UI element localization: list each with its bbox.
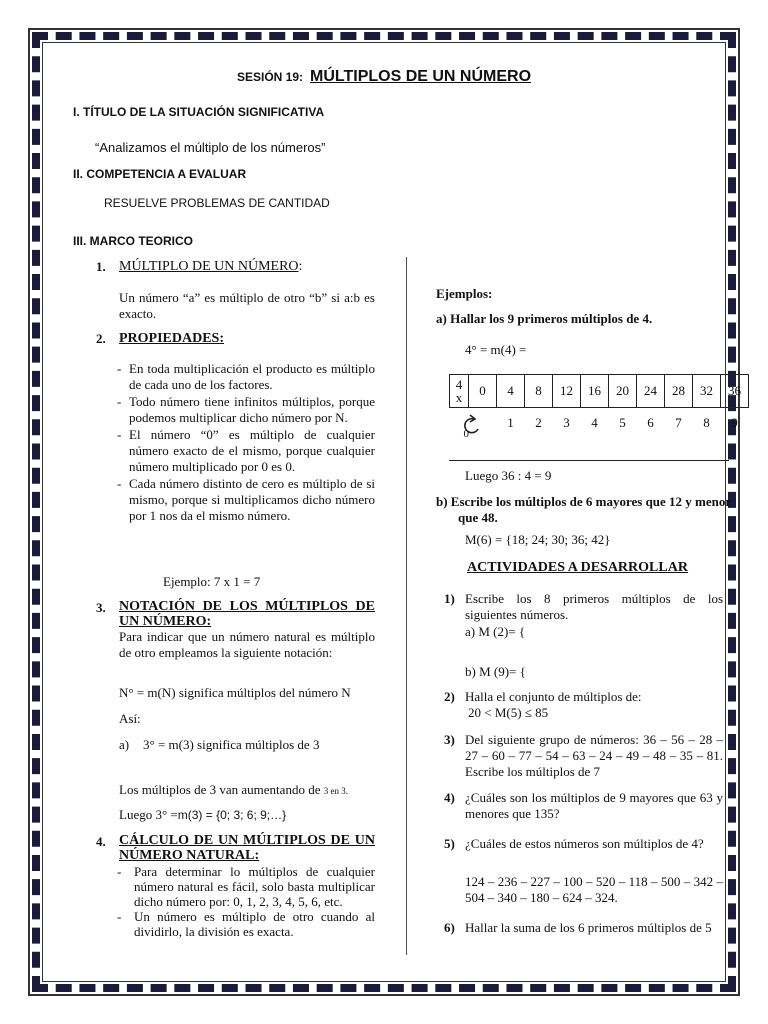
table-bottom-rule xyxy=(449,460,729,461)
activity-number: 5) xyxy=(444,836,455,851)
factor-cell: 8 xyxy=(703,415,710,430)
increase-line xyxy=(119,782,348,799)
arrow-zero: 0 xyxy=(463,428,469,440)
activity-text: Halla el conjunto de múltiplos de: xyxy=(465,689,642,704)
activity-text: Escribe los 8 primeros múltiplos de los siguientes números. xyxy=(465,591,723,622)
property-example: Ejemplo: 7 x 1 = 7 xyxy=(163,574,261,589)
session-title: MÚLTIPLOS DE UN NÚMERO xyxy=(310,68,532,85)
item-4-number: 4. xyxy=(96,834,106,849)
activity-sub: 124 – 236 – 227 – 100 – 520 – 118 – 500 – 342 – 504 – 340 – 180 – 624 – 324. xyxy=(465,874,723,905)
section-2-heading: II. COMPETENCIA A EVALUAR xyxy=(73,167,247,181)
property-text: Cada número distinto de cero es múltiplo de si mismo, porque si multiplicamos dicho número por 1 nos da el mismo número. xyxy=(129,476,375,523)
activity-number: 2) xyxy=(444,689,455,704)
properties-list xyxy=(117,361,375,524)
multiple-cell: 24 xyxy=(637,375,665,408)
multiple-cell: 32 xyxy=(693,375,721,408)
item-1-colon: : xyxy=(298,259,303,274)
increase-text: Los múltiplos de 3 van aumentando de xyxy=(119,782,321,797)
example-a-formula: 4° = m(4) = xyxy=(465,342,527,357)
calculation-list xyxy=(117,864,375,939)
item-1-heading xyxy=(119,258,302,275)
property-text: Todo número tiene infinitos múltiplos, porque podemos multiplicar dicho número por N. xyxy=(129,394,375,425)
property-item: - Todo número tiene infinitos múltiplos, porque podemos multiplicar dicho número por N. xyxy=(117,394,375,425)
multiple-cell: 12 xyxy=(553,375,581,408)
situation-quote: “Analizamos el múltiplo de los números” xyxy=(95,140,326,155)
activity-text: Del siguiente grupo de números: 36 – 56 – 28 – 27 – 60 – 77 – 54 – 63 – 24 – 49 – 48 – 35 – 81. Escribe los múltiplos de 7 xyxy=(465,732,723,779)
calculation-item: - Un número es múltiplo de otro cuando al dividirlo, la división es exacta. xyxy=(117,909,375,939)
arrow-cell xyxy=(450,408,497,439)
multiple-cell: 8 xyxy=(525,375,553,408)
activity-sub: b) M (9)= { xyxy=(465,664,526,679)
session-prefix: SESIÓN 19: xyxy=(236,70,303,84)
corner-bottom: x xyxy=(455,390,463,405)
multiple-cell: 20 xyxy=(609,375,637,408)
item-1-number: 1. xyxy=(96,259,106,274)
page-title xyxy=(0,68,768,86)
corner-cell xyxy=(450,375,469,408)
item-1-title: MÚLTIPLO DE UN NÚMERO xyxy=(119,259,299,274)
calculation-text: Un número es múltiplo de otro cuando al dividirlo, la división es exacta. xyxy=(134,909,375,939)
activity-text: ¿Cuáles son los múltiplos de 9 mayores que 63 y menores que 135? xyxy=(465,790,723,821)
multiple-cell: 4 xyxy=(497,375,525,408)
item-2-number: 2. xyxy=(96,331,106,346)
multiple-cell: 36 xyxy=(721,375,749,408)
example-b-answer: M(6) = {18; 24; 30; 36; 42} xyxy=(465,532,611,547)
property-text: El número “0” es múltiplo de cualquier número exacto de el mismo, porque cualquier número multiplicado por 0 es 0. xyxy=(129,427,375,474)
multiple-cell: 0 xyxy=(469,375,497,408)
activity-number: 3) xyxy=(444,732,455,747)
asi-label: Así: xyxy=(119,711,141,726)
activity-number: 4) xyxy=(444,790,455,805)
calculation-item: - Para determinar lo múltiplos de cualquier número natural es fácil, solo basta multiplicar dicho número por: 0, 1, 2, 3, 4, 5, 6, etc. xyxy=(117,864,375,909)
notation-definition: N° = m(N) significa múltiplos del número N xyxy=(119,685,351,700)
competency-text: RESUELVE PROBLEMAS DE CANTIDAD xyxy=(104,196,330,210)
factor-cell: 4 xyxy=(591,415,598,430)
example-a-title: a) Hallar los 9 primeros múltiplos de 4. xyxy=(436,311,653,326)
item-3-title: NOTACIÓN DE LOS MÚLTIPLOS DE UN NÚMERO: xyxy=(119,599,375,629)
examples-label: Ejemplos: xyxy=(436,286,493,301)
factor-cell: 3 xyxy=(563,415,570,430)
example-a-text: 3° = m(3) significa múltiplos de 3 xyxy=(143,737,320,752)
activity-text: ¿Cuáles de estos números son múltiplos de 4? xyxy=(465,836,704,851)
luego-result: Luego 36 : 4 = 9 xyxy=(465,468,552,483)
activities-title: ACTIVIDADES A DESARROLLAR xyxy=(467,560,688,575)
multiple-cell: 16 xyxy=(581,375,609,408)
luego-line xyxy=(119,807,286,823)
factor-cell: 7 xyxy=(675,415,682,430)
factor-cell: 1 xyxy=(507,415,514,430)
activity-number: 1) xyxy=(444,591,455,606)
item-1-text: Un número “a” es múltiplo de otro “b” si a:b es exacto. xyxy=(119,290,375,321)
calculation-text: Para determinar lo múltiplos de cualquier número natural es fácil, solo basta multiplicar dicho número por: 0, 1, 2, 3, 4, 5, 6, etc. xyxy=(134,864,375,909)
luego-prefix: Luego 3° = xyxy=(119,807,178,822)
example-b-title: b) Escribe los múltiplos de 6 mayores que 12 y menor que 48. xyxy=(436,494,731,525)
activity-number: 6) xyxy=(444,920,455,935)
activity-sub: 20 < M(5) ≤ 85 xyxy=(468,705,549,720)
example-a-label: a) xyxy=(119,737,130,752)
corner-top: 4 xyxy=(455,377,463,392)
column-divider xyxy=(406,257,407,955)
multiples-table xyxy=(449,374,749,438)
factor-cell: 5 xyxy=(619,415,626,430)
luego-set: m(3) = {0; 3; 6; 9;…} xyxy=(177,808,287,822)
property-item: - Cada número distinto de cero es múltiplo de si mismo, porque si multiplicamos dicho número por 1 nos da el mismo número. xyxy=(117,476,375,523)
activity-text: Hallar la suma de los 6 primeros múltiplos de 5 xyxy=(465,920,712,935)
multiples-row xyxy=(450,375,749,408)
multiple-cell: 28 xyxy=(665,375,693,408)
factors-row xyxy=(450,408,749,439)
item-2-title: PROPIEDADES: xyxy=(119,331,225,346)
increase-small: 3 en 3. xyxy=(323,786,348,796)
activity-sub: a) M (2)= { xyxy=(465,624,526,639)
property-text: En toda multiplicación el producto es múltiplo de cada uno de los factores. xyxy=(129,361,375,392)
curved-arrow-icon xyxy=(458,410,486,438)
section-3-heading: III. MARCO TEORICO xyxy=(73,234,193,248)
section-1-heading: I. TÍTULO DE LA SITUACIÓN SIGNIFICATIVA xyxy=(73,105,325,119)
property-item: - El número “0” es múltiplo de cualquier número exacto de el mismo, porque cualquier número multiplicado por 0 es 0. xyxy=(117,427,375,474)
item-4-title: CÁLCULO DE UN MÚLTIPLOS DE UN NÚMERO NATURAL: xyxy=(119,833,375,863)
property-item: - En toda multiplicación el producto es múltiplo de cada uno de los factores. xyxy=(117,361,375,392)
factor-cell: 6 xyxy=(647,415,654,430)
item-3-intro: Para indicar que un número natural es múltiplo de otro empleamos la siguiente notación: xyxy=(119,629,375,660)
factor-cell: 2 xyxy=(535,415,542,430)
factor-cell: 9 xyxy=(731,415,738,430)
item-3-number: 3. xyxy=(96,600,106,615)
